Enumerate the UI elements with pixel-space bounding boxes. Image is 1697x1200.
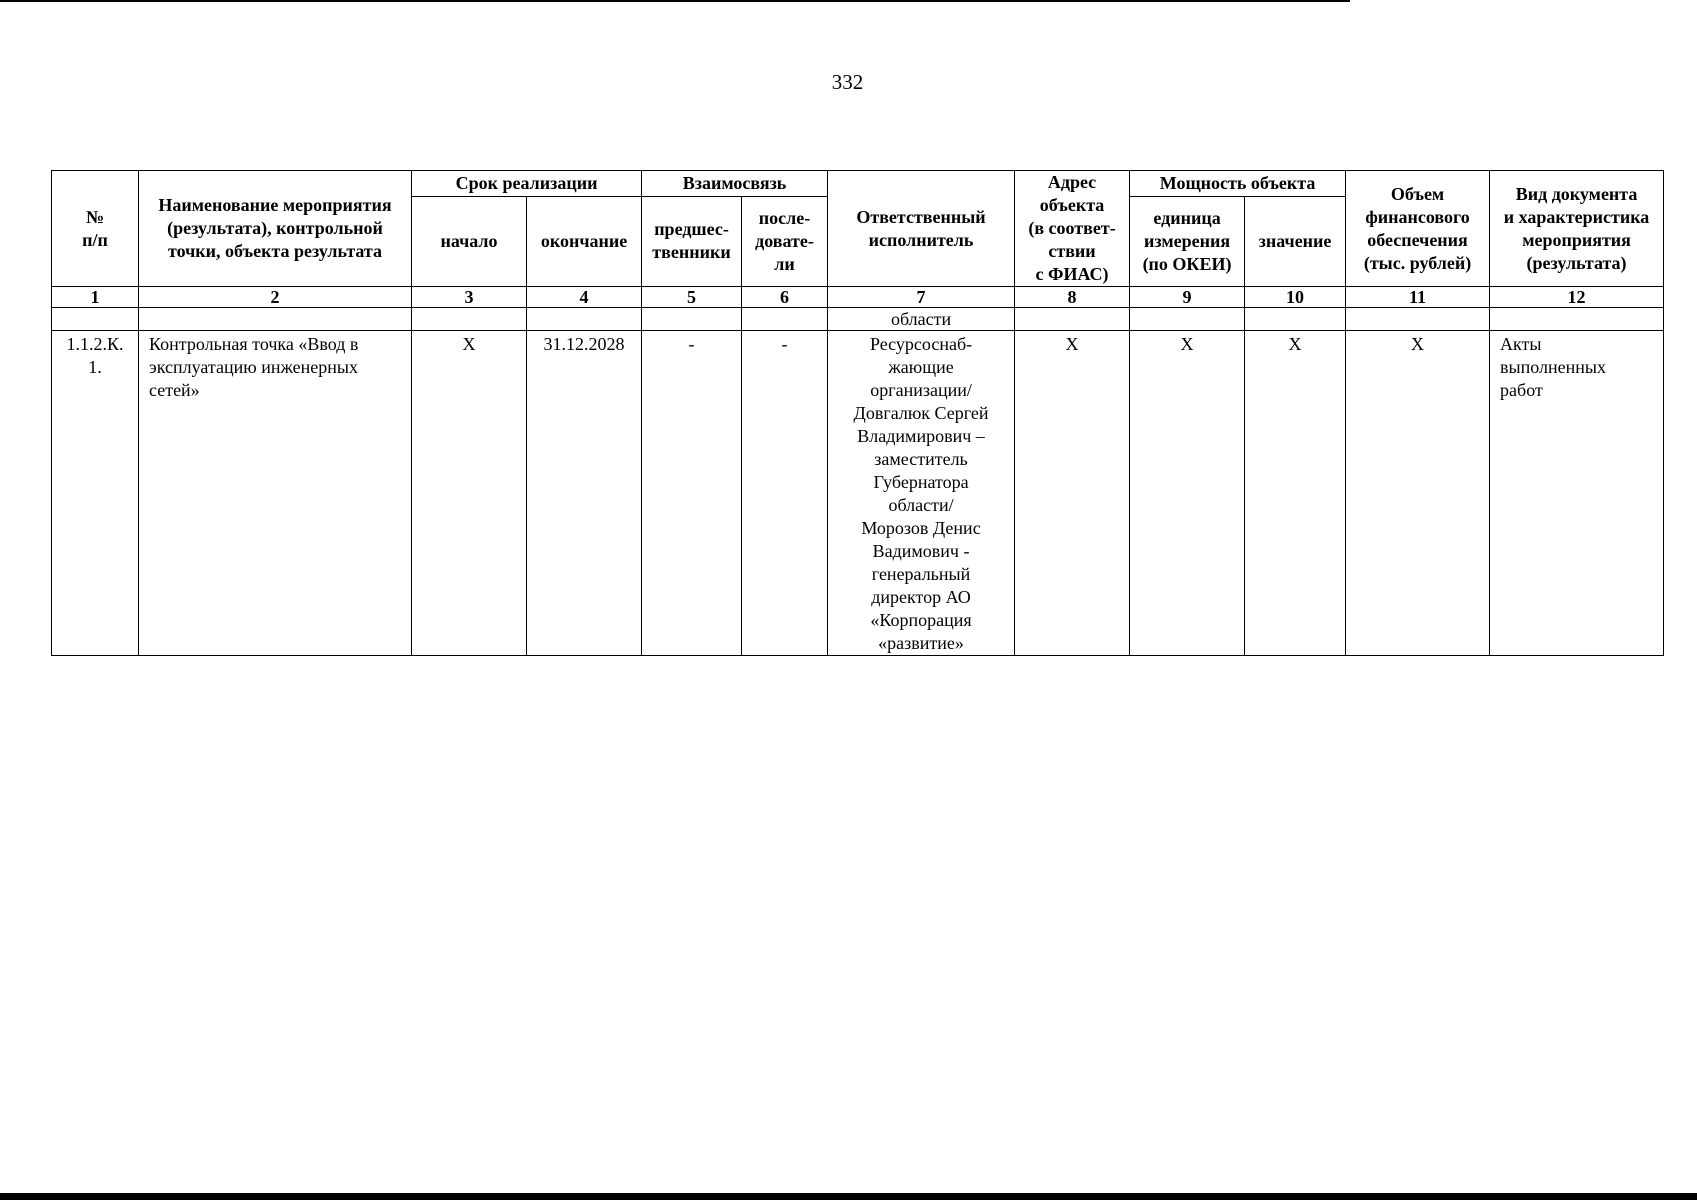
row-value: Х xyxy=(1245,331,1346,656)
header-start: начало xyxy=(412,196,527,286)
column-number: 5 xyxy=(642,287,742,308)
row-predecessors: - xyxy=(642,331,742,656)
column-number: 12 xyxy=(1490,287,1664,308)
header-value: значение xyxy=(1245,196,1346,286)
column-number: 8 xyxy=(1015,287,1130,308)
header-address: Адрес объекта (в соответ- ствии с ФИАС) xyxy=(1015,171,1130,287)
row-doc: Акты выполненных работ xyxy=(1490,331,1664,656)
plan-table xyxy=(51,170,1664,656)
row-unit: Х xyxy=(1130,331,1245,656)
row-name: Контрольная точка «Ввод в эксплуатацию инженерных сетей» xyxy=(139,331,412,656)
column-number: 9 xyxy=(1130,287,1245,308)
header-num: № п/п xyxy=(52,171,139,287)
continuation-executor: области xyxy=(828,308,1015,331)
header-name: Наименование мероприятия (результата), контрольной точки, объекта результата xyxy=(139,171,412,287)
column-number: 11 xyxy=(1346,287,1490,308)
header-end: окончание xyxy=(527,196,642,286)
table-row xyxy=(52,331,1664,656)
row-num: 1.1.2.К. 1. xyxy=(52,331,139,656)
row-start: Х xyxy=(412,331,527,656)
row-successors: - xyxy=(742,331,828,656)
column-number: 4 xyxy=(527,287,642,308)
column-number: 10 xyxy=(1245,287,1346,308)
column-number: 3 xyxy=(412,287,527,308)
header-period: Срок реализации xyxy=(412,171,642,197)
continuation-row xyxy=(52,308,1664,331)
page-number: 332 xyxy=(831,70,864,94)
header-link: Взаимосвязь xyxy=(642,171,828,197)
header-unit: единица измерения (по ОКЕИ) xyxy=(1130,196,1245,286)
header-doc: Вид документа и характеристика мероприятия (результата) xyxy=(1490,171,1664,287)
header-predecessors: предшес- твенники xyxy=(642,196,742,286)
header-funding: Объем финансового обеспечения (тыс. рублей) xyxy=(1346,171,1490,287)
header-row xyxy=(52,171,1664,197)
row-end: 31.12.2028 xyxy=(527,331,642,656)
column-number: 1 xyxy=(52,287,139,308)
row-executor: Ресурсоснаб- жающие организации/ Довгалюк Сергей Владимирович – заместитель Губернатора области/ Морозов Денис Вадимович - генеральный директор АО «Корпорация «развитие» xyxy=(828,331,1015,656)
scan-bottom-edge xyxy=(0,1193,1697,1200)
header-executor: Ответственный исполнитель xyxy=(828,171,1015,287)
header-capacity: Мощность объекта xyxy=(1130,171,1346,197)
column-number: 7 xyxy=(828,287,1015,308)
column-number: 2 xyxy=(139,287,412,308)
row-address: Х xyxy=(1015,331,1130,656)
scan-top-edge xyxy=(0,0,1350,2)
header-successors: после- довате- ли xyxy=(742,196,828,286)
row-funding: Х xyxy=(1346,331,1490,656)
column-number: 6 xyxy=(742,287,828,308)
column-numbers-row xyxy=(52,287,1664,308)
